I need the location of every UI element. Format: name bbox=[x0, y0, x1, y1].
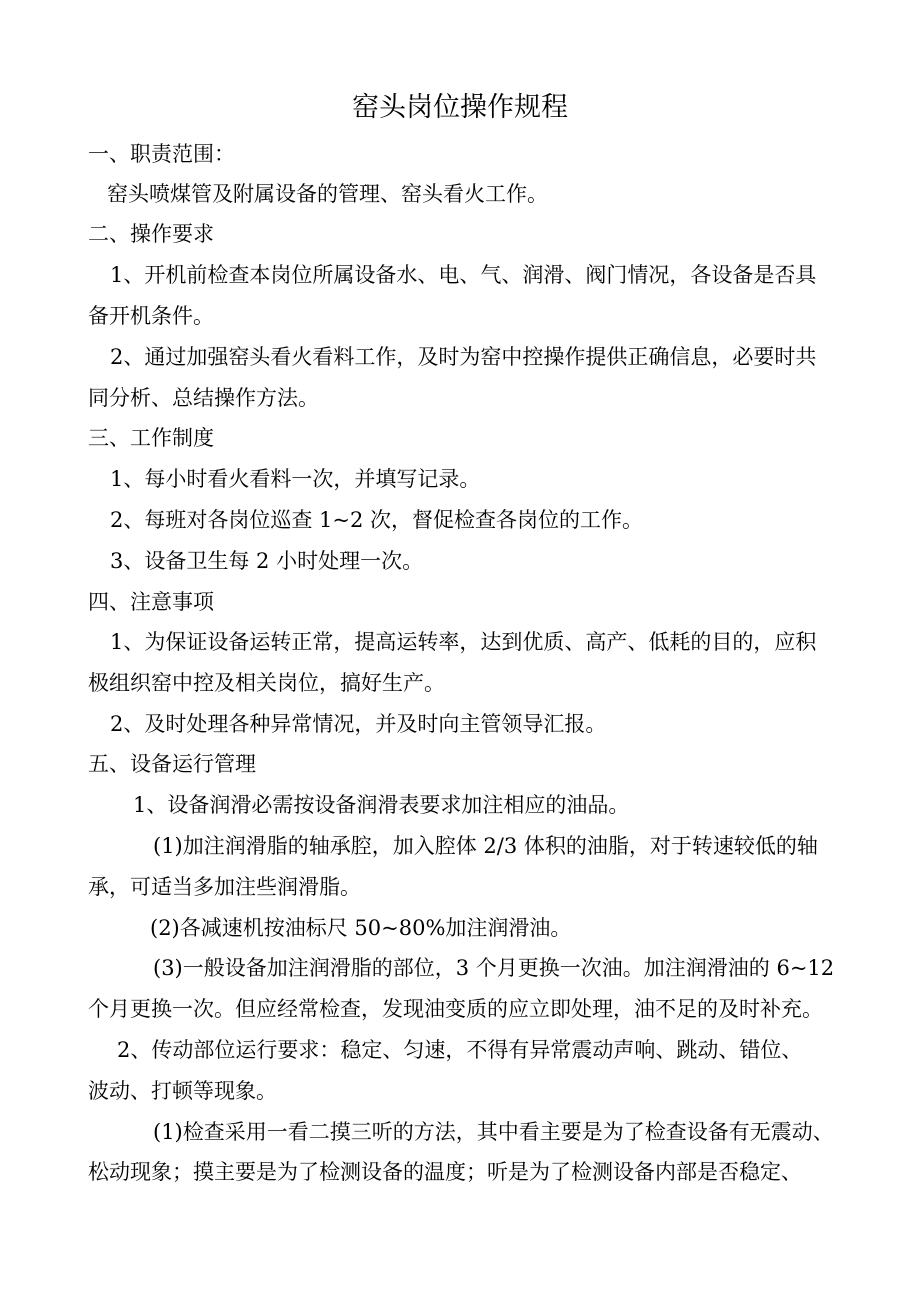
paragraph-line: 个月更换一次。但应经常检查，发现油变质的应立即处理，油不足的及时补充。 bbox=[88, 997, 823, 1021]
paragraph-line: 窑头喷煤管及附属设备的管理、窑头看火工作。 bbox=[107, 182, 548, 206]
section-heading-3: 三、工作制度 bbox=[88, 426, 214, 450]
paragraph-line: 备开机条件。 bbox=[88, 304, 214, 328]
paragraph-line: 松动现象；摸主要是为了检测设备的温度；听是为了检测设备内部是否稳定、 bbox=[88, 1160, 802, 1184]
paragraph-line: 2、传动部位运行要求：稳定、匀速，不得有异常震动声响、跳动、错位、 bbox=[117, 1038, 803, 1062]
paragraph-line: 2、通过加强窑头看火看料工作，及时为窑中控操作提供正确信息，必要时共 bbox=[110, 345, 817, 369]
page-title: 窑头岗位操作规程 bbox=[352, 92, 568, 123]
section-heading-5: 五、设备运行管理 bbox=[88, 752, 256, 776]
paragraph-line: 1、设备润滑必需按设备润滑表要求加注相应的油品。 bbox=[133, 793, 630, 817]
paragraph-line: (2)各减速机按油标尺 50~80%加注润滑油。 bbox=[150, 916, 572, 940]
paragraph-line: (1)加注润滑脂的轴承腔，加入腔体 2/3 体积的油脂，对于转速较低的轴 bbox=[153, 834, 818, 858]
paragraph-line: 1、开机前检查本岗位所属设备水、电、气、润滑、阀门情况，各设备是否具 bbox=[110, 263, 817, 287]
paragraph-line: 2、每班对各岗位巡查 1~2 次，督促检查各岗位的工作。 bbox=[110, 508, 644, 532]
section-heading-4: 四、注意事项 bbox=[88, 590, 214, 614]
paragraph-line: 波动、打顿等现象。 bbox=[88, 1079, 277, 1103]
paragraph-line: 3、设备卫生每 2 小时处理一次。 bbox=[110, 549, 424, 573]
paragraph-line: 承，可适当多加注些润滑脂。 bbox=[88, 875, 361, 899]
paragraph-line: 同分析、总结操作方法。 bbox=[88, 386, 319, 410]
paragraph-line: 2、及时处理各种异常情况，并及时向主管领导汇报。 bbox=[110, 712, 607, 736]
paragraph-line: 极组织窑中控及相关岗位，搞好生产。 bbox=[88, 671, 445, 695]
section-heading-1: 一、职责范围： bbox=[88, 142, 235, 166]
paragraph-line: (1)检查采用一看二摸三听的方法，其中看主要是为了检查设备有无震动、 bbox=[153, 1120, 834, 1144]
paragraph-line: (3)一般设备加注润滑脂的部位，3 个月更换一次油。加注润滑油的 6~12 bbox=[153, 956, 835, 980]
paragraph-line: 1、每小时看火看料一次，并填写记录。 bbox=[110, 467, 481, 491]
section-heading-2: 二、操作要求 bbox=[88, 222, 214, 246]
paragraph-line: 1、为保证设备运转正常，提高运转率，达到优质、高产、低耗的目的，应积 bbox=[110, 630, 817, 654]
